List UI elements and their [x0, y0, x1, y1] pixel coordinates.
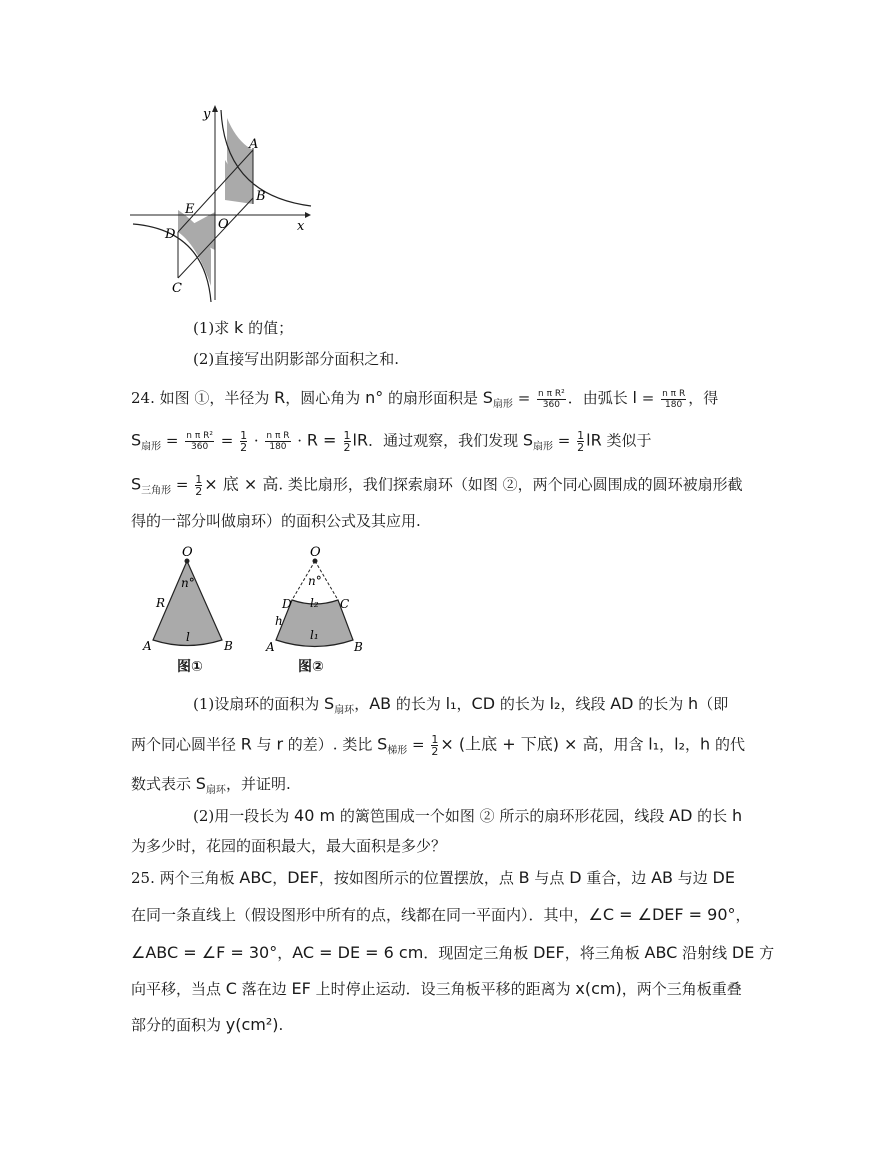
fig1-B: B	[224, 639, 233, 653]
x-axis-label: x	[297, 219, 305, 234]
q25-line2: 在同一条直线上（假设图形中所有的点，线都在同一平面内）．其中，∠C = ∠DEF = 90°，	[131, 905, 751, 924]
q24-part2-line1: (2)用一段长为 40 m 的篱笆围成一个如图 ② 所示的扇环形花园，线段 AD 的长 h	[193, 806, 743, 825]
fig1-caption: 图①	[177, 659, 203, 675]
point-B: B	[256, 189, 266, 204]
fig1-O: O	[182, 545, 193, 560]
hyperbola-figure	[125, 100, 320, 305]
point-O: O	[218, 217, 229, 232]
fig1-l: l	[186, 630, 190, 644]
fig2-O: O	[310, 545, 321, 560]
q24-line3: $S_{三角形}$ = $\frac{1}{2}$ × 底 × 高. 类比扇形，我们探索扇环（如图 ②，两个同心圆围成的圆环被扇形截	[131, 473, 743, 498]
fig1-A: A	[143, 639, 152, 653]
q23-part2: (2)直接写出阴影部分面积之和.	[193, 350, 400, 368]
point-D: D	[165, 227, 176, 242]
sector-ring-figure-2	[262, 543, 372, 673]
q24-part1-line3: 数式表示 $S_{扇环}$，并证明.	[131, 774, 291, 796]
q25-line4: 向平移，当点 C 落在边 EF 上时停止运动．设三角板平移的距离为 x(cm)，两个三角板重叠	[131, 979, 742, 998]
fig2-B: B	[354, 640, 363, 654]
fig2-D: D	[282, 597, 292, 611]
q25-line1: 25. 两个三角板 ABC，DEF，按如图所示的位置摆放，点 B 与点 D 重合，边 AB 与边 DE	[131, 868, 735, 887]
fig2-caption: 图②	[298, 659, 324, 675]
fig2-n: n°	[308, 574, 322, 588]
q25-line5: 部分的面积为 y(cm²).	[131, 1015, 284, 1034]
fig2-A: A	[266, 640, 275, 654]
q24-line4: 得的一部分叫做扇环）的面积公式及其应用.	[131, 512, 421, 530]
y-axis-label: y	[203, 107, 211, 122]
fig2-h: h	[275, 614, 283, 628]
fig1-n: n°	[181, 576, 195, 590]
sector-figure-1	[140, 543, 250, 673]
q25-line3: ∠ABC = ∠F = 30°，AC = DE = 6 cm．现固定三角板 DEF，将三角板 ABC 沿射线 DE 方	[131, 943, 775, 962]
fig1-R: R	[156, 596, 166, 610]
q23-part1: (1)求 k 的值；	[193, 318, 294, 337]
fig2-l1: l₁	[310, 628, 319, 642]
point-C: C	[172, 281, 182, 296]
q24-line1: 24. 如图 ①，半径为 R，圆心角为 n° 的扇形面积是 $S_{扇形}$ = $\frac{\text{n π R²}}{360}$ ．由弧长 l = $\frac{\text{n π R}}{180}$ ，得	[131, 388, 719, 410]
point-E: E	[185, 202, 195, 217]
fig2-l2: l₂	[310, 596, 319, 610]
q24-part1-line2: 两个同心圆半径 R 与 r 的差）. 类比 $S_{梯形}$ = $\frac{1}{2}$ × (上底 + 下底) × 高，用含 l₁，l₂，h 的代	[131, 733, 745, 758]
q24-line2: $S_{扇形}$ = $\frac{\text{n π R²}}{360}$ = $\frac{1}{2}$ · $\frac{\text{n π R}}{180}$ · R = $\frac{1}{2}$ lR．通过观察，我们发现 $S_{扇形}$ = $\frac{1}{2}$ lR 类似于	[131, 429, 652, 454]
fig2-C: C	[340, 597, 350, 611]
point-A: A	[249, 137, 259, 152]
q24-part2-line2: 为多少时，花园的面积最大，最大面积是多少？	[131, 837, 447, 855]
q24-part1-line1: (1)设扇环的面积为 $S_{扇环}$，AB 的长为 l₁，CD 的长为 l₂，线段 AD 的长为 h（即	[193, 694, 729, 716]
